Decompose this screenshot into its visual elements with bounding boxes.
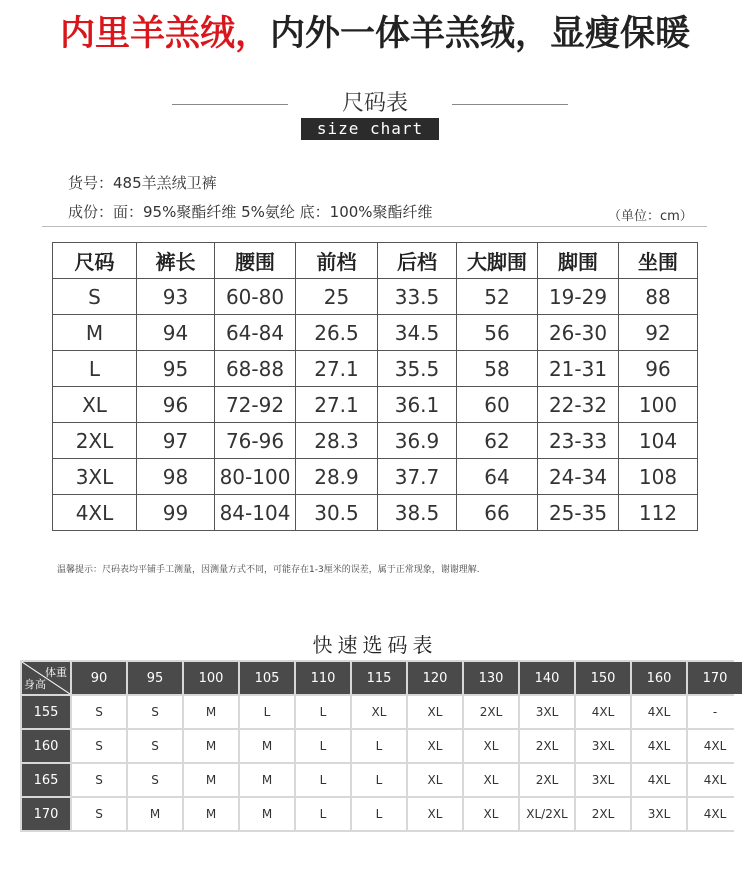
quick-size-cell: 4XL xyxy=(632,730,686,762)
quick-size-cell: 3XL xyxy=(520,696,574,728)
corner-cell xyxy=(22,662,70,694)
size-cell: 66 xyxy=(457,495,538,531)
size-cell: L xyxy=(53,351,137,387)
weight-header-cell: 95 xyxy=(128,662,182,694)
size-row xyxy=(53,387,698,423)
quick-size-cell: 3XL xyxy=(632,798,686,830)
size-cell: 100 xyxy=(619,387,698,423)
quick-size-cell: L xyxy=(296,798,350,830)
size-table xyxy=(52,242,698,531)
weight-header-cell: 110 xyxy=(296,662,350,694)
size-header-cell: 前档 xyxy=(296,243,378,279)
size-row xyxy=(53,459,698,495)
size-cell: 38.5 xyxy=(378,495,457,531)
size-header-cell: 尺码 xyxy=(53,243,137,279)
size-row xyxy=(53,423,698,459)
size-cell: 3XL xyxy=(53,459,137,495)
size-cell: 64-84 xyxy=(215,315,296,351)
size-cell: 4XL xyxy=(53,495,137,531)
quick-size-cell: XL xyxy=(464,764,518,796)
quick-size-cell: 2XL xyxy=(520,764,574,796)
size-chart-title: 尺码表 xyxy=(341,91,408,116)
size-cell: 26.5 xyxy=(296,315,378,351)
quick-size-cell: S xyxy=(128,696,182,728)
size-cell: 62 xyxy=(457,423,538,459)
quick-size-cell: 2XL xyxy=(464,696,518,728)
quick-size-cell: L xyxy=(352,730,406,762)
size-row xyxy=(53,315,698,351)
size-cell: 56 xyxy=(457,315,538,351)
quick-size-cell: M xyxy=(240,798,294,830)
size-cell: 28.3 xyxy=(296,423,378,459)
quick-size-cell: 4XL xyxy=(688,764,742,796)
quick-size-cell: 3XL xyxy=(576,730,630,762)
size-cell: 34.5 xyxy=(378,315,457,351)
size-cell: XL xyxy=(53,387,137,423)
height-header-cell: 155 xyxy=(22,696,70,728)
quick-size-cell: XL xyxy=(408,730,462,762)
size-cell: 24-34 xyxy=(538,459,619,495)
quick-size-cell: L xyxy=(240,696,294,728)
size-cell: 52 xyxy=(457,279,538,315)
size-cell: M xyxy=(53,315,137,351)
size-cell: 21-31 xyxy=(538,351,619,387)
size-header-cell: 脚围 xyxy=(538,243,619,279)
size-cell: 58 xyxy=(457,351,538,387)
size-cell: 99 xyxy=(137,495,215,531)
quick-row xyxy=(22,730,742,762)
size-header-cell: 腰围 xyxy=(215,243,296,279)
size-cell: 80-100 xyxy=(215,459,296,495)
unit-label: （单位：cm） xyxy=(608,209,693,224)
quick-size-cell: - xyxy=(688,696,742,728)
size-cell: 26-30 xyxy=(538,315,619,351)
quick-select-table xyxy=(20,660,744,832)
size-row xyxy=(53,495,698,531)
size-cell: 23-33 xyxy=(538,423,619,459)
quick-select-title: 快速选码表 xyxy=(312,633,438,657)
corner-weight-label: 体重 xyxy=(45,666,67,679)
size-header-cell: 裤长 xyxy=(137,243,215,279)
measurement-tip: 温馨提示：尺码表均平铺手工测量，因测量方式不同，可能存在1-3厘米的误差，属于正常现象，谢谢理解. xyxy=(57,565,480,575)
quick-size-cell: 4XL xyxy=(632,696,686,728)
size-cell: 94 xyxy=(137,315,215,351)
size-cell: 36.1 xyxy=(378,387,457,423)
size-cell: 64 xyxy=(457,459,538,495)
quick-size-cell: S xyxy=(72,798,126,830)
size-cell: 108 xyxy=(619,459,698,495)
size-cell: 95 xyxy=(137,351,215,387)
quick-size-cell: L xyxy=(296,696,350,728)
quick-size-cell: XL/2XL xyxy=(520,798,574,830)
quick-size-cell: 2XL xyxy=(520,730,574,762)
size-cell: 2XL xyxy=(53,423,137,459)
composition: 成份：面：95%聚酯纤维 5%氨纶 底：100%聚酯纤维 xyxy=(68,203,433,221)
size-cell: 96 xyxy=(137,387,215,423)
quick-size-cell: L xyxy=(352,764,406,796)
size-cell: 60-80 xyxy=(215,279,296,315)
quick-size-cell: M xyxy=(184,696,238,728)
height-header-cell: 170 xyxy=(22,798,70,830)
quick-size-cell: XL xyxy=(408,696,462,728)
weight-header-cell: 90 xyxy=(72,662,126,694)
quick-size-cell: 4XL xyxy=(688,730,742,762)
size-cell: 36.9 xyxy=(378,423,457,459)
size-header-cell: 坐围 xyxy=(619,243,698,279)
quick-table-header xyxy=(22,662,742,694)
quick-size-cell: M xyxy=(184,764,238,796)
weight-header-cell: 160 xyxy=(632,662,686,694)
quick-size-cell: XL xyxy=(408,764,462,796)
size-cell: 28.9 xyxy=(296,459,378,495)
size-cell: 104 xyxy=(619,423,698,459)
weight-header-cell: 100 xyxy=(184,662,238,694)
size-header-cell: 后档 xyxy=(378,243,457,279)
size-cell: 97 xyxy=(137,423,215,459)
banner-red-text: 内里羊羔绒， xyxy=(59,14,270,54)
size-cell: 27.1 xyxy=(296,387,378,423)
quick-size-cell: 2XL xyxy=(576,798,630,830)
size-cell: 84-104 xyxy=(215,495,296,531)
size-cell: 37.7 xyxy=(378,459,457,495)
promo-banner xyxy=(0,0,750,56)
quick-size-cell: 4XL xyxy=(632,764,686,796)
height-header-cell: 165 xyxy=(22,764,70,796)
quick-row xyxy=(22,696,742,728)
quick-size-cell: 4XL xyxy=(688,798,742,830)
size-cell: 25 xyxy=(296,279,378,315)
quick-size-cell: S xyxy=(72,730,126,762)
size-cell: 88 xyxy=(619,279,698,315)
size-cell: 30.5 xyxy=(296,495,378,531)
size-chart-badge: size chart xyxy=(301,118,439,140)
weight-header-cell: 120 xyxy=(408,662,462,694)
quick-size-cell: M xyxy=(184,730,238,762)
weight-header-cell: 140 xyxy=(520,662,574,694)
quick-size-cell: S xyxy=(72,696,126,728)
size-cell: 68-88 xyxy=(215,351,296,387)
quick-size-cell: S xyxy=(128,730,182,762)
size-cell: 33.5 xyxy=(378,279,457,315)
quick-size-cell: 3XL xyxy=(576,764,630,796)
quick-size-cell: L xyxy=(296,764,350,796)
quick-size-cell: M xyxy=(240,764,294,796)
size-cell: 19-29 xyxy=(538,279,619,315)
quick-size-cell: S xyxy=(128,764,182,796)
height-header-cell: 160 xyxy=(22,730,70,762)
quick-size-cell: L xyxy=(352,798,406,830)
size-cell: 72-92 xyxy=(215,387,296,423)
quick-size-cell: 4XL xyxy=(576,696,630,728)
size-cell: 27.1 xyxy=(296,351,378,387)
quick-size-cell: L xyxy=(296,730,350,762)
weight-header-cell: 115 xyxy=(352,662,406,694)
size-cell: 92 xyxy=(619,315,698,351)
size-cell: S xyxy=(53,279,137,315)
size-cell: 112 xyxy=(619,495,698,531)
quick-size-cell: XL xyxy=(464,798,518,830)
corner-height-label: 身高 xyxy=(24,678,46,691)
banner-black-text: 内外一体羊羔绒，显瘦保暖 xyxy=(270,14,691,54)
divider xyxy=(42,226,707,227)
weight-header-cell: 170 xyxy=(688,662,742,694)
size-cell: 60 xyxy=(457,387,538,423)
quick-row xyxy=(22,798,742,830)
quick-size-cell: M xyxy=(128,798,182,830)
quick-size-cell: M xyxy=(240,730,294,762)
size-cell: 25-35 xyxy=(538,495,619,531)
size-row xyxy=(53,351,698,387)
size-cell: 76-96 xyxy=(215,423,296,459)
weight-header-cell: 130 xyxy=(464,662,518,694)
quick-row xyxy=(22,764,742,796)
size-table-header xyxy=(53,243,698,279)
quick-size-cell: M xyxy=(184,798,238,830)
size-cell: 93 xyxy=(137,279,215,315)
size-cell: 22-32 xyxy=(538,387,619,423)
banner-text xyxy=(60,6,690,56)
size-cell: 96 xyxy=(619,351,698,387)
size-cell: 98 xyxy=(137,459,215,495)
quick-size-cell: XL xyxy=(464,730,518,762)
quick-size-cell: S xyxy=(72,764,126,796)
size-header-cell: 大脚围 xyxy=(457,243,538,279)
quick-size-cell: XL xyxy=(408,798,462,830)
size-cell: 35.5 xyxy=(378,351,457,387)
weight-header-cell: 150 xyxy=(576,662,630,694)
item-number: 货号：485羊羔绒卫裤 xyxy=(68,174,217,192)
weight-header-cell: 105 xyxy=(240,662,294,694)
size-row xyxy=(53,279,698,315)
quick-size-cell: XL xyxy=(352,696,406,728)
